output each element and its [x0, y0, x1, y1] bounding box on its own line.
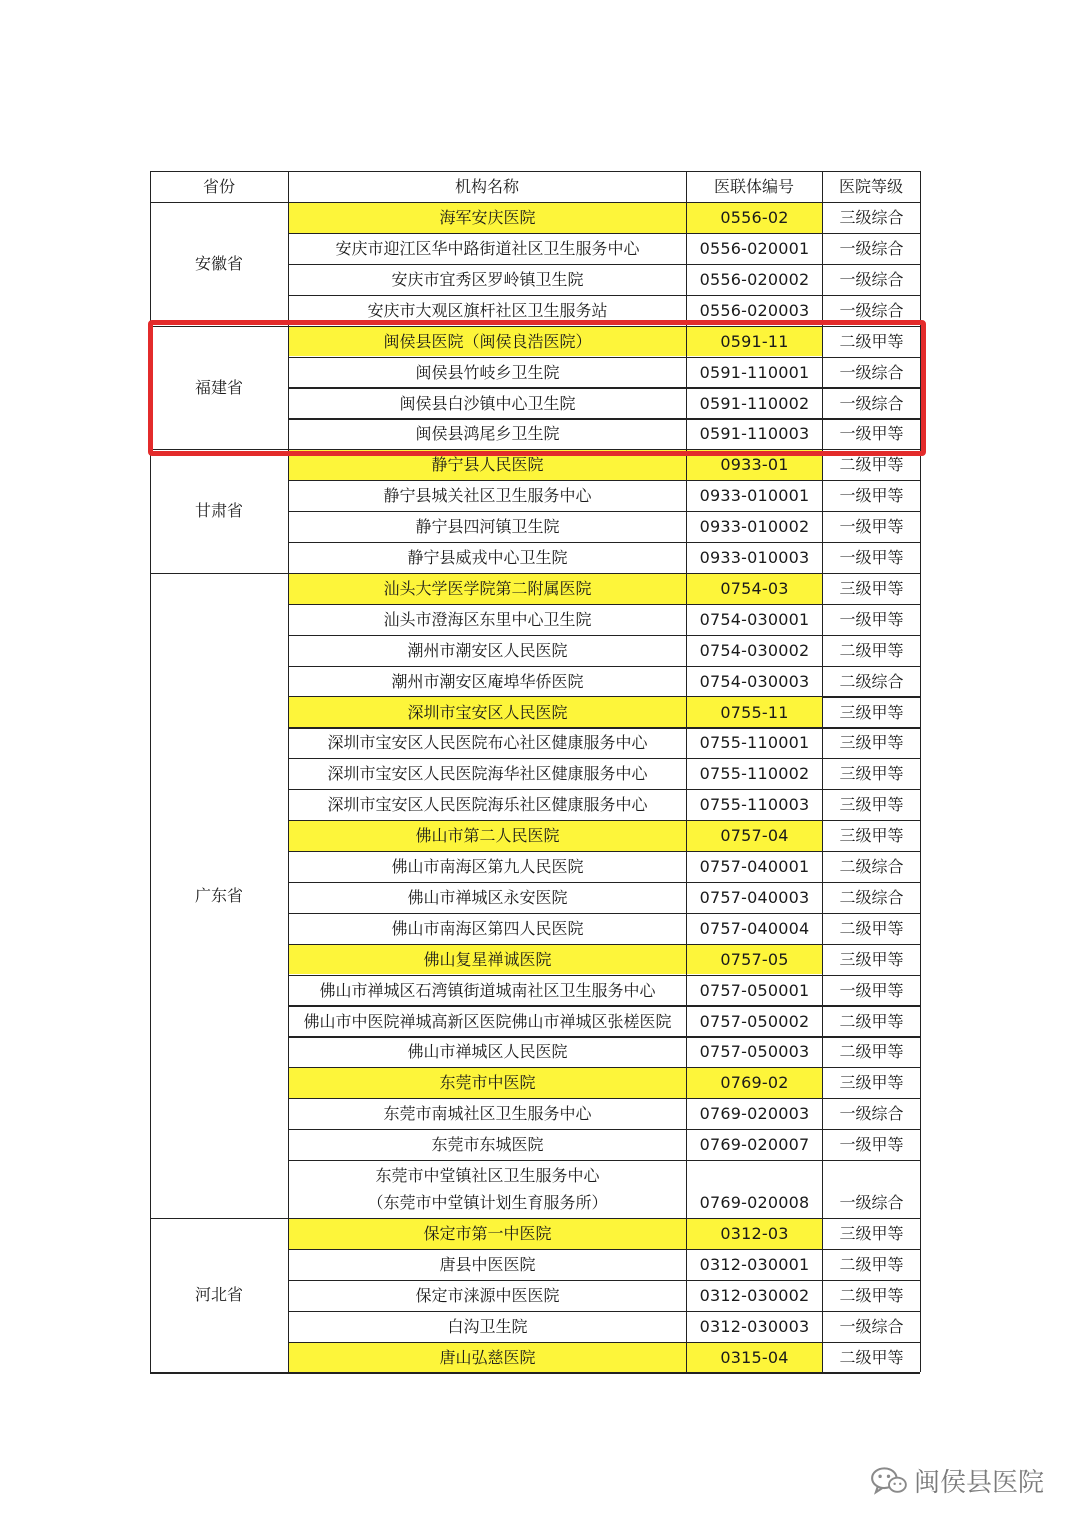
- institution-name: 海军安庆医院: [289, 203, 686, 233]
- province-name: 河北省: [194, 1285, 243, 1305]
- institution-name: 佛山市南海区第九人民医院: [391, 857, 584, 877]
- hospital-level: 二级甲等: [839, 331, 904, 351]
- hospital-level: 二级甲等: [839, 1285, 904, 1305]
- watermark-text: 闽侯县医院: [913, 1468, 1044, 1498]
- alliance-code: 0556-020002: [699, 269, 810, 289]
- alliance-code: 0312-03: [687, 1219, 822, 1249]
- hospital-level: 一级甲等: [839, 517, 904, 537]
- alliance-code: 0769-020007: [699, 1135, 810, 1155]
- alliance-code: 0754-030001: [699, 609, 810, 629]
- alliance-code: 0754-030002: [699, 640, 810, 660]
- alliance-code: 0754-03: [687, 574, 822, 604]
- institution-name: 安庆市大观区旗杆社区卫生服务站: [367, 300, 608, 320]
- alliance-code: 0757-050001: [699, 980, 810, 1000]
- hospital-level: 二级综合: [839, 671, 904, 691]
- institution-name: 保定市第一中医院: [289, 1219, 686, 1249]
- alliance-code: 0315-04: [687, 1343, 822, 1373]
- hospital-level: 一级综合: [839, 300, 904, 320]
- institution-name: 安庆市迎江区华中路街道社区卫生服务中心: [335, 239, 640, 259]
- hospital-level: 一级综合: [839, 1316, 904, 1336]
- hospital-level: 一级综合: [839, 362, 904, 382]
- institution-name: 唐县中医医院: [439, 1254, 536, 1274]
- institution-name: 安庆市宜秀区罗岭镇卫生院: [391, 269, 584, 289]
- fujian-highlight-box: [148, 320, 926, 456]
- table-rule: [150, 171, 920, 172]
- institution-name: 汕头市澄海区东里中心卫生院: [383, 609, 592, 629]
- alliance-code: 0556-02: [687, 203, 822, 233]
- hospital-level: 三级甲等: [839, 733, 904, 753]
- institution-name: 深圳市宝安区人民医院: [289, 697, 686, 727]
- wechat-icon: [870, 1466, 908, 1496]
- alliance-code: 0757-05: [687, 945, 822, 975]
- institution-name: 唐山弘慈医院: [289, 1343, 686, 1373]
- hospital-level: 二级综合: [839, 887, 904, 907]
- alliance-code: 0769-020003: [699, 1104, 810, 1124]
- alliance-code: 0757-040001: [699, 857, 810, 877]
- hospital-level: 二级甲等: [839, 455, 904, 475]
- hospital-level: 三级甲等: [839, 578, 904, 598]
- hospital-level: 一级综合: [839, 393, 904, 413]
- alliance-code: 0556-020001: [699, 239, 810, 259]
- institution-name: 佛山市禅城区永安医院: [407, 887, 568, 907]
- hospital-level: 三级综合: [839, 208, 904, 228]
- alliance-code: 0755-110001: [699, 733, 810, 753]
- hospital-level: 一级甲等: [839, 980, 904, 1000]
- institution-name: 深圳市宝安区人民医院布心社区健康服务中心: [327, 733, 648, 753]
- alliance-code: 0591-110001: [699, 362, 810, 382]
- alliance-code: 0591-110002: [699, 393, 810, 413]
- institution-name: 东莞市东城医院: [431, 1135, 544, 1155]
- institution-name: 东莞市南城社区卫生服务中心: [383, 1104, 592, 1124]
- alliance-code: 0591-110003: [699, 424, 810, 444]
- alliance-code: 0312-030001: [699, 1254, 810, 1274]
- hospital-level: 一级综合: [839, 269, 904, 289]
- hospital-level: 二级甲等: [839, 918, 904, 938]
- alliance-code: 0757-040004: [699, 918, 810, 938]
- header-level: 医院等级: [838, 176, 903, 196]
- institution-name: 佛山复星禅诚医院: [289, 945, 686, 975]
- institution-name: 佛山市南海区第四人民医院: [391, 918, 584, 938]
- hospital-level: 一级综合: [839, 1193, 904, 1213]
- hospital-level: 三级甲等: [839, 1073, 904, 1093]
- institution-name: 佛山市禅城区石湾镇街道城南社区卫生服务中心: [319, 980, 656, 1000]
- hospital-level: 一级甲等: [839, 1135, 904, 1155]
- institution-name: 闽侯县医院（闽侯良浩医院）: [289, 327, 686, 357]
- institution-name: 静宁县威戎中心卫生院: [407, 548, 568, 568]
- alliance-code: 0755-110002: [699, 764, 810, 784]
- province-name: 甘肃省: [194, 501, 243, 521]
- institution-name: 闽侯县竹岐乡卫生院: [415, 362, 560, 382]
- alliance-code: 0755-11: [687, 697, 822, 727]
- institution-name: 佛山市第二人民医院: [289, 821, 686, 851]
- alliance-code: 0757-040003: [699, 887, 810, 907]
- institution-name: 深圳市宝安区人民医院海华社区健康服务中心: [327, 764, 648, 784]
- header-institution: 机构名称: [454, 176, 519, 196]
- alliance-code: 0312-030002: [699, 1285, 810, 1305]
- hospital-level: 二级甲等: [839, 1347, 904, 1367]
- hospital-level: 二级甲等: [839, 1042, 904, 1062]
- header-code: 医联体编号: [713, 176, 794, 196]
- hospital-level: 一级甲等: [839, 609, 904, 629]
- institution-name: 白沟卫生院: [447, 1316, 528, 1336]
- hospital-level: 一级甲等: [839, 548, 904, 568]
- hospital-level: 二级甲等: [839, 1011, 904, 1031]
- institution-name: [289, 1161, 686, 1218]
- alliance-code: 0933-010002: [699, 517, 810, 537]
- institution-name: 汕头大学医学院第二附属医院: [289, 574, 686, 604]
- hospital-level: 一级甲等: [839, 486, 904, 506]
- alliance-code: 0312-030003: [699, 1316, 810, 1336]
- alliance-code: 0556-020003: [699, 300, 810, 320]
- institution-name: 保定市涞源中医医院: [415, 1285, 560, 1305]
- institution-name: 深圳市宝安区人民医院海乐社区健康服务中心: [327, 795, 648, 815]
- hospital-level: 一级综合: [839, 239, 904, 259]
- institution-name: 静宁县人民医院: [289, 450, 686, 480]
- alliance-code: 0769-020008: [699, 1193, 810, 1213]
- institution-name: 闽侯县白沙镇中心卫生院: [399, 393, 576, 413]
- province-name: 广东省: [194, 885, 243, 905]
- hospital-level: 三级甲等: [839, 949, 904, 969]
- hospital-level: 一级甲等: [839, 424, 904, 444]
- institution-name: 东莞市中医院: [289, 1068, 686, 1098]
- hospital-level: 三级甲等: [839, 826, 904, 846]
- institution-name: 静宁县城关社区卫生服务中心: [383, 486, 592, 506]
- institution-name: 静宁县四河镇卫生院: [415, 517, 560, 537]
- institution-name: 佛山市中医院禅城高新区医院佛山市禅城区张槎医院: [303, 1011, 672, 1031]
- hospital-level: 二级综合: [839, 857, 904, 877]
- institution-name-line1: 东莞市中堂镇社区卫生服务中心: [375, 1166, 600, 1186]
- alliance-code: 0933-01: [687, 450, 822, 480]
- alliance-code: 0757-050003: [699, 1042, 810, 1062]
- alliance-code: 0591-11: [687, 327, 822, 357]
- hospital-level: 一级综合: [839, 1104, 904, 1124]
- institution-name: 潮州市潮安区庵埠华侨医院: [391, 671, 584, 691]
- hospital-level: 三级甲等: [839, 795, 904, 815]
- alliance-code: 0754-030003: [699, 671, 810, 691]
- table-rule: [288, 1372, 920, 1373]
- alliance-code: 0933-010001: [699, 486, 810, 506]
- hospital-level: 三级甲等: [839, 1224, 904, 1244]
- hospital-level: 三级甲等: [839, 702, 904, 722]
- institution-name: 闽侯县鸿尾乡卫生院: [415, 424, 560, 444]
- province-name: 安徽省: [194, 254, 243, 273]
- alliance-code: 0755-110003: [699, 795, 810, 815]
- header-province: 省份: [202, 176, 235, 196]
- institution-name-line2: （东莞市中堂镇计划生育服务所）: [367, 1192, 608, 1212]
- table-rule: [150, 1372, 288, 1373]
- alliance-code: 0757-050002: [699, 1011, 810, 1031]
- hospital-level: 二级甲等: [839, 1254, 904, 1274]
- alliance-code: 0757-04: [687, 821, 822, 851]
- province-name: 福建省: [194, 377, 243, 397]
- hospital-level: 二级甲等: [839, 640, 904, 660]
- alliance-code: 0769-02: [687, 1068, 822, 1098]
- watermark: [870, 1462, 1044, 1499]
- institution-name: 潮州市潮安区人民医院: [407, 640, 568, 660]
- alliance-code: 0933-010003: [699, 548, 810, 568]
- institution-name: 佛山市禅城区人民医院: [407, 1042, 568, 1062]
- hospital-level: 三级甲等: [839, 764, 904, 784]
